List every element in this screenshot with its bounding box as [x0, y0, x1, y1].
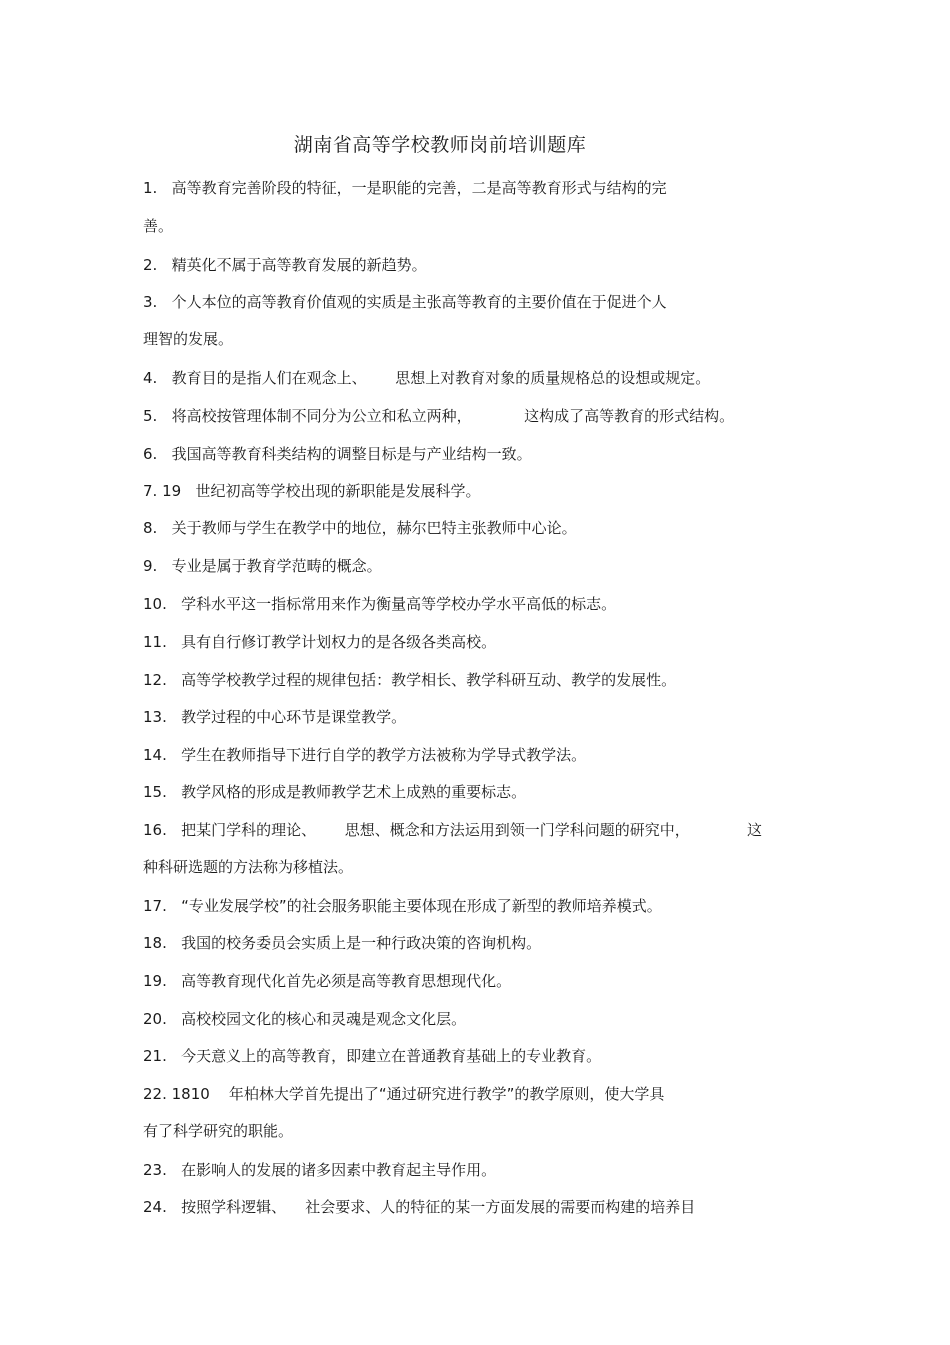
question-7: 7. 19 世纪初高等学校出现的新职能是发展科学。: [143, 482, 481, 500]
question-6: 6. 我国高等教育科类结构的调整目标是与产业结构一致。: [143, 445, 532, 463]
question-12: 12. 高等学校教学过程的规律包括：教学相长、教学科研互动、教学的发展性。: [143, 671, 677, 689]
question-24: 24. 按照学科逻辑、 社会要求、人的特征的某一方面发展的需要而构建的培养目: [143, 1198, 696, 1216]
question-10: 10. 学科水平这一指标常用来作为衡量高等学校办学水平高低的标志。: [143, 595, 617, 613]
question-9: 9. 专业是属于教育学范畴的概念。: [143, 557, 382, 575]
question-20: 20. 高校校园文化的核心和灵魂是观念文化层。: [143, 1010, 467, 1028]
question-16-line-2: 种科研选题的方法称为移植法。: [143, 858, 354, 876]
question-2: 2. 精英化不属于高等教育发展的新趋势。: [143, 256, 427, 274]
question-22-line-1: 22. 1810 年柏林大学首先提出了“通过研究进行教学”的教学原则，使大学具: [143, 1085, 665, 1103]
question-4: 4. 教育目的是指人们在观念上、 思想上对教育对象的质量规格总的设想或规定。: [143, 369, 711, 387]
question-1-line-1: 1. 高等教育完善阶段的特征，一是职能的完善，二是高等教育形式与结构的完: [143, 179, 667, 197]
question-5: 5. 将高校按管理体制不同分为公立和私立两种， 这构成了高等教育的形式结构。: [143, 407, 735, 425]
document-title: 湖南省高等学校教师岗前培训题库: [293, 134, 587, 156]
question-19: 19. 高等教育现代化首先必须是高等教育思想现代化。: [143, 972, 512, 990]
question-16-line-1: 16. 把某门学科的理论、 思想、概念和方法运用到领一门学科问题的研究中， 这: [143, 821, 762, 839]
question-23: 23. 在影响人的发展的诸多因素中教育起主导作用。: [143, 1161, 497, 1179]
question-3-line-1: 3. 个人本位的高等教育价值观的实质是主张高等教育的主要价值在于促进个人: [143, 293, 667, 311]
question-3-line-2: 理智的发展。: [143, 330, 234, 348]
question-17: 17. “专业发展学校”的社会服务职能主要体现在形成了新型的教师培养模式。: [143, 897, 662, 915]
question-14: 14. 学生在教师指导下进行自学的教学方法被称为学导式教学法。: [143, 746, 587, 764]
question-18: 18. 我国的校务委员会实质上是一种行政决策的咨询机构。: [143, 934, 542, 952]
question-15: 15. 教学风格的形成是教师教学艺术上成熟的重要标志。: [143, 783, 527, 801]
question-11: 11. 具有自行修订教学计划权力的是各级各类高校。: [143, 633, 497, 651]
question-1-line-2: 善。: [143, 217, 174, 235]
question-22-line-2: 有了科学研究的职能。: [143, 1122, 294, 1140]
question-8: 8. 关于教师与学生在教学中的地位，赫尔巴特主张教师中心论。: [143, 519, 577, 537]
question-13: 13. 教学过程的中心环节是课堂教学。: [143, 708, 407, 726]
question-21: 21. 今天意义上的高等教育，即建立在普通教育基础上的专业教育。: [143, 1047, 602, 1065]
